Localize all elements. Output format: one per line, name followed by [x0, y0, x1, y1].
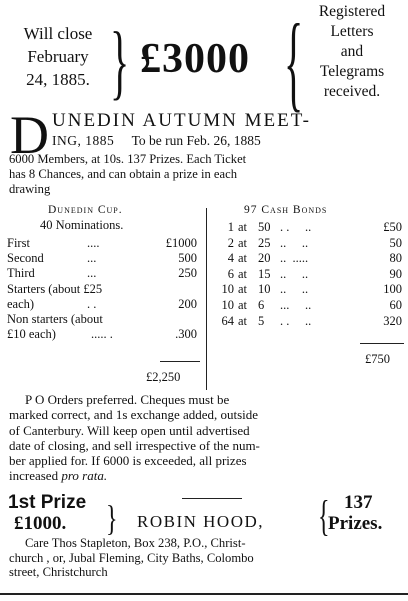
notice-line: ber applied for. If 6000 is exceeded, all prizes	[9, 453, 247, 469]
registered-line: Letters	[330, 23, 374, 40]
bottom-rule	[0, 593, 408, 595]
cup-leader-dots: ..... .	[91, 327, 113, 342]
payment-notice	[9, 392, 405, 484]
bonds-title: 97 Cash Bonds	[244, 204, 328, 216]
bond-price: 50	[258, 220, 271, 234]
cup-total: £2,250	[146, 370, 181, 384]
bond-at: at	[238, 266, 248, 281]
cup-prize-row	[7, 327, 197, 342]
bond-row	[212, 298, 404, 314]
cup-prize-value: .300	[175, 327, 197, 342]
bond-value: 50	[389, 235, 402, 250]
bond-count: 6	[227, 266, 234, 281]
cup-prize-row	[7, 251, 197, 266]
bond-leader-dots: ... ..	[280, 297, 312, 312]
bond-value: 100	[383, 282, 402, 297]
right-brace: }	[106, 500, 118, 539]
contact-details	[9, 536, 405, 580]
bond-price: 15	[258, 266, 271, 281]
name-rule	[182, 498, 242, 499]
run-date: To be run Feb. 26, 1885	[131, 133, 261, 148]
bond-count: 2	[227, 235, 234, 250]
notice-line: P O Orders preferred. Cheques must be	[25, 392, 230, 407]
bond-price: 20	[258, 251, 271, 266]
notice-text: increased	[9, 468, 62, 484]
intro-text	[9, 152, 405, 197]
bond-value: 60	[389, 297, 402, 312]
cup-subtitle: 40 Nominations.	[40, 218, 124, 232]
bond-at: at	[238, 313, 248, 328]
notice-line: of Canterbury. Will keep open until advertised	[9, 422, 250, 438]
bond-count: 64	[221, 313, 234, 328]
bond-at: at	[238, 297, 248, 312]
cup-total-rule	[160, 361, 200, 362]
contact-line: Care Thos Stapleton, Box 238, P.O., Christ-	[25, 536, 246, 550]
registered-line: and	[340, 43, 364, 60]
bond-count: 1	[227, 220, 234, 234]
intro-line: drawing	[9, 182, 51, 196]
bonds-total-rule	[360, 343, 404, 344]
bond-at: at	[238, 282, 248, 297]
pro-rata-text: pro rata.	[61, 468, 108, 484]
bond-row	[212, 282, 404, 298]
bond-value: 320	[383, 313, 402, 328]
meeting-year: ING, 1885	[52, 133, 115, 148]
cup-leader-dots: ...	[87, 251, 97, 266]
cup-prize-row	[7, 282, 197, 297]
bond-leader-dots: . . ..	[280, 220, 312, 234]
cup-prize-value: 250	[178, 266, 197, 281]
bonds-list	[212, 220, 404, 329]
advertiser-name: ROBIN HOOD,	[137, 512, 264, 531]
notice-line: marked correct, and 1s exchange added, outside	[9, 407, 259, 423]
cup-prize-value: 200	[178, 296, 197, 311]
first-prize-value: £1000.	[14, 513, 67, 534]
bond-price: 10	[258, 282, 271, 297]
bond-leader-dots: . . ..	[280, 313, 312, 328]
bond-leader-dots: .. ..	[280, 282, 309, 297]
cup-prize-label: each)	[7, 296, 35, 311]
closing-date-note	[0, 22, 116, 91]
prizes-count: 137	[344, 492, 373, 513]
cup-prize-label: Third	[7, 266, 35, 281]
cup-prize-label: £10 each)	[7, 327, 56, 342]
cup-leader-dots: ....	[87, 236, 100, 250]
left-brace: {	[284, 0, 304, 123]
cup-prize-value: 500	[178, 251, 197, 266]
cup-prize-label: Second	[7, 251, 44, 266]
bond-price: 25	[258, 235, 271, 250]
registered-line: received.	[323, 83, 381, 100]
drop-cap: D	[10, 105, 49, 165]
bond-row	[212, 314, 404, 330]
prizes-label: Prizes.	[328, 513, 383, 534]
closing-line: February	[27, 47, 89, 66]
cup-prize-label: Non starters (about	[7, 311, 103, 326]
cup-prize-row	[7, 236, 197, 251]
bond-at: at	[238, 235, 248, 250]
intro-line: has 8 Chances, and can obtain a prize in each	[9, 167, 237, 181]
cup-prize-label: First	[7, 236, 30, 250]
cup-title: Dunedin Cup.	[48, 204, 123, 216]
bond-row	[212, 251, 404, 267]
bonds-total: £750	[365, 352, 390, 366]
first-prize-label: 1st Prize	[8, 492, 87, 513]
intro-line: 6000 Members, at 10s. 137 Prizes. Each Ticket	[9, 152, 247, 166]
bond-count: 4	[227, 251, 234, 266]
meeting-title: UNEDIN AUTUMN MEET-	[52, 110, 311, 131]
bond-leader-dots: .. .....	[280, 251, 309, 266]
bond-row	[212, 236, 404, 252]
registered-note	[296, 2, 408, 102]
cup-prize-value: £1000	[165, 236, 197, 250]
closing-line: 24, 1885.	[26, 70, 90, 89]
cup-prize-row	[7, 312, 197, 327]
closing-line: Will close	[23, 24, 93, 43]
column-divider	[206, 208, 207, 390]
notice-line: date of closing, and sell irrespective of the num-	[9, 437, 260, 453]
bond-price: 6	[258, 297, 265, 312]
registered-line: Telegrams	[319, 63, 385, 80]
right-brace: }	[110, 14, 130, 109]
contact-line: church , or, Jubal Fleming, City Baths, Colombo	[9, 550, 254, 565]
cup-prize-list	[7, 236, 197, 342]
cup-prize-label: Starters (about £25	[7, 281, 103, 296]
notice-line	[9, 468, 405, 483]
bond-leader-dots: .. ..	[280, 266, 309, 281]
registered-line: Registered	[318, 3, 386, 20]
bond-count: 10	[221, 297, 234, 312]
bond-value: £50	[383, 220, 402, 234]
bond-count: 10	[221, 282, 234, 297]
meeting-subtitle	[52, 133, 261, 149]
cup-leader-dots: . .	[87, 296, 97, 311]
cup-prize-row	[7, 266, 197, 281]
contact-line: street, Christchurch	[9, 565, 108, 580]
bond-row	[212, 220, 404, 236]
bond-at: at	[238, 251, 248, 266]
bond-value: 90	[389, 266, 402, 281]
cup-leader-dots: ...	[87, 266, 97, 281]
prize-amount: £3000	[140, 36, 250, 82]
bond-price: 5	[258, 313, 265, 328]
bond-row	[212, 267, 404, 283]
bond-value: 80	[389, 251, 402, 266]
left-brace: {	[318, 494, 330, 541]
cup-prize-row	[7, 297, 197, 312]
bond-at: at	[238, 220, 248, 234]
bond-leader-dots: .. ..	[280, 235, 309, 250]
